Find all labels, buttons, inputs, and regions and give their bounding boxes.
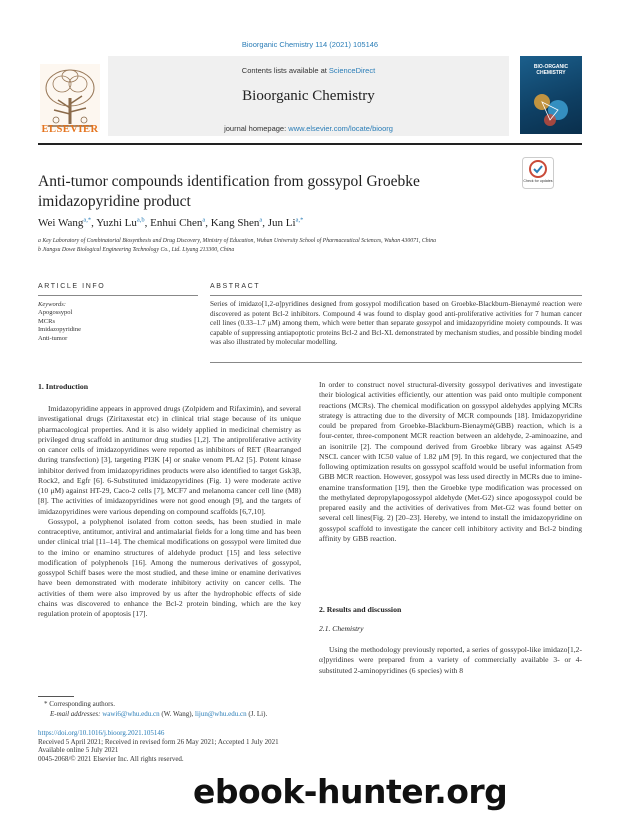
article-title: Anti-tumor compounds identification from gossypol Groebke imidazopyridine product xyxy=(38,173,420,210)
email-line xyxy=(50,710,267,718)
abstract-text: Series of imidazo[1,2-α]pyridines designed from gossypol modification based on Groebke-Blackburn-Bienaymé reaction were discovered as potent Bcl-2 inhibitors. Compound 4 was found to display good anti-proliferative activities for 7 human cancer cell lines (0.33–1.7 μM) among them, which were better than separate gossypol and imidazopyridine moiety compounds. It was capable of suppressing antiapoptotic proteins Bcl-2 and Bcl-XL demonstrated by mechanism studies, and possible binding model was also illustrated by molecular modelling. xyxy=(210,300,582,346)
keyword-item: Imidazopyridine xyxy=(38,326,81,334)
available-online: Available online 5 July 2021 xyxy=(38,746,119,755)
author-4[interactable]: Kang Shen$^a$, xyxy=(210,216,268,229)
email-name-wang: (W. Wang), xyxy=(159,710,196,718)
watermark-text: ebook-hunter.org xyxy=(193,772,508,811)
author-1[interactable]: Wei Wang$^{a,*}$, xyxy=(38,216,97,229)
abstract-label: ABSTRACT xyxy=(210,283,261,290)
journal-reference[interactable]: Bioorganic Chemistry 114 (2021) 105146 xyxy=(241,40,379,49)
received-dates: Received 5 April 2021; Received in revised form 26 May 2021; Accepted 1 July 2021 xyxy=(38,737,279,746)
sciencedirect-link[interactable]: ScienceDirect xyxy=(328,66,376,75)
homepage-link[interactable]: www.elsevier.com/locate/bioorg xyxy=(288,124,393,133)
journal-cover-image[interactable] xyxy=(520,56,582,134)
keyword-item: MCRs xyxy=(38,317,55,325)
keyword-list xyxy=(38,309,81,343)
author-3[interactable]: Enhui Chen$^a$, xyxy=(150,216,211,229)
abstract-bottom-divider xyxy=(210,362,582,363)
check-updates-icon xyxy=(522,157,554,189)
header-divider xyxy=(38,143,582,145)
intro-paragraph-1: Imidazopyridine appears in approved drugs (Zolpidem and Rifaximin), and several investigational drugs (Ziritaxestat etc) in clinical trial stage because of its unique pharmacological properties. And it is also widely applied in medicinal chemistry as privileged drug scaffold in antitumor drug studies [1,2]. The antiproliferative activity on cancer cells of imidazopyridines were reported as inhibitors of RET (Rearranged during transfection) [3], targeting PI3K [4] or snake venom PLA2 [5]. Potent kinase inhibitor derived from imidazopyridines products were also identified to target Gsk3β, Rock2, and Egfr [6]. 6-Substituted imidazopyridines (Fig. 1) were moderate active (10 μM) against HT-29, Caco-2 cells [7], MCF7 and melanoma cancer cell line (M8) [8]. The activities of imidazopyridines were not good enough [9], and the targets of imidazopyridines were various depending on compound scaffolds [6,7,10]. xyxy=(38,404,301,516)
keyword-item: Anti-tumor xyxy=(38,334,68,342)
article-info-label: ARTICLE INFO xyxy=(38,283,106,290)
check-for-updates-badge[interactable] xyxy=(522,157,554,189)
cover-molecule-graphic xyxy=(528,84,574,130)
email-name-li: (J. Li). xyxy=(246,710,268,718)
copyright-line: 0045-2068/© 2021 Elsevier Inc. All rights reserved. xyxy=(38,754,184,763)
journal-name: Bioorganic Chemistry xyxy=(242,88,375,104)
affiliation-b: b Jiangsu Dowe Biological Engineering Technology Co., Ltd. Liyang 213300, China xyxy=(38,247,235,253)
corresponding-note: * Corresponding authors. xyxy=(44,700,115,708)
footnote-divider xyxy=(38,696,74,697)
author-5[interactable]: Jun $Li^{a,*}$ xyxy=(267,216,304,229)
email-link-li[interactable]: lijun@whu.edu.cn xyxy=(195,710,247,718)
info-divider xyxy=(38,295,198,296)
check-updates-label: Check for updates xyxy=(523,179,553,183)
abstract-divider xyxy=(210,295,582,296)
contents-line xyxy=(108,66,509,75)
author-list xyxy=(38,216,303,229)
author-2[interactable]: Yuzhi Lu$^{a,b}$, xyxy=(96,216,151,229)
homepage-prefix: journal homepage: xyxy=(224,124,289,133)
chemistry-paragraph: Using the methodology previously reported, a series of gossypol-like imidazo[1,2-α]pyridines were prepared from a variety of commercially available 3- or 4-substituted 2-aminopyridines (6 species) with 8 xyxy=(319,645,582,675)
publication-info xyxy=(38,729,279,763)
left-column-body xyxy=(38,404,301,619)
keywords-title: Keywords: xyxy=(38,301,66,308)
homepage-line xyxy=(108,124,509,133)
affiliation-a: a Key Laboratory of Combinatorial Biosynthesis and Drug Discovery, Ministry of Education, Wuhan University School of Pharmaceutical Sciences, Wuhan 430071, China xyxy=(38,238,437,244)
email-label: E-mail addresses: xyxy=(50,710,103,718)
right-paragraph-1: In order to construct novel structural-diversity gossypol derivatives and investigate their biological activities efficiently, our attention was paid onto multiple component reactions (MCRs). The chemical modification on gossypol aldehydes applying MCRs strategy is attracting due to the diversity of MCR compounds [18]. Imidazopyridine could be prepared from Groebke-Blackburn-Bienaymé(GBB) reaction, which is a four-center, three-component MCR reaction between an aldehyde, 2-aminoazine, and an isonitrile [2]. The compound derived from Groebke library was against A549 NSCL cancer with IC50 value of 1.82 μM [9]. In this regard, we conjectured that the following optimization results on gossypol scaffold would be useful information from GBB MCR reaction. However, gossypol was less used directly in MCRs due to imine-enamine transformation [19], then the Groebke type modification was processed on the methylated depropylapogossypol aldehyde (Met-G2) since apogossypol could be prepared easily and the activities of derivatives from Met-G2 was found better on several cell lines(Fig. 2) [20–23]. Hereby, we intend to install the imidazopyridine on gossypol scaffold to investigate the cancer cell inhibitory activity and Bcl-2 binding affinity by GBB reaction. xyxy=(319,380,582,543)
chemistry-subheading: 2.1. Chemistry xyxy=(319,624,364,633)
cover-title: BIO-ORGANIC CHEMISTRY xyxy=(533,64,569,76)
doi-link[interactable]: https://doi.org/10.1016/j.bioorg.2021.105146 xyxy=(38,729,165,737)
right-column-body-2 xyxy=(319,645,582,676)
intro-paragraph-2: Gossypol, a polyphenol isolated from cotton seeds, has been studied in male contraceptive, antitumor, antiviral and antimalarial fields for a long time and has been under clinical trial [11–14]. The chemical modifications on gossypol were limited due to the imino or enamino structures of aldehyde product [15] and less selective modification of polyphenols [16]. Among the numerous derivatives of gossypol, gossypol Schiff bases were the most studied, and these imine or enamine derivatives have been demonstrated with moderate inhibitory activity on cancer cells. The activities of them were also improved by us after the hydrophobic effects of side chains was discovered to enhance the Bcl-2 protein binding, which are the key regulation protein of apoptosis [17]. xyxy=(38,516,301,618)
elsevier-wordmark: ELSEVIER xyxy=(41,124,99,135)
keyword-item: Apogossypol xyxy=(38,309,73,316)
introduction-heading: 1. Introduction xyxy=(38,382,89,391)
right-column-body xyxy=(319,380,582,544)
contents-prefix: Contents lists available at xyxy=(241,66,329,75)
results-heading: 2. Results and discussion xyxy=(319,605,402,614)
email-link-wang[interactable]: wawi6@whu.edu.cn xyxy=(102,710,160,718)
